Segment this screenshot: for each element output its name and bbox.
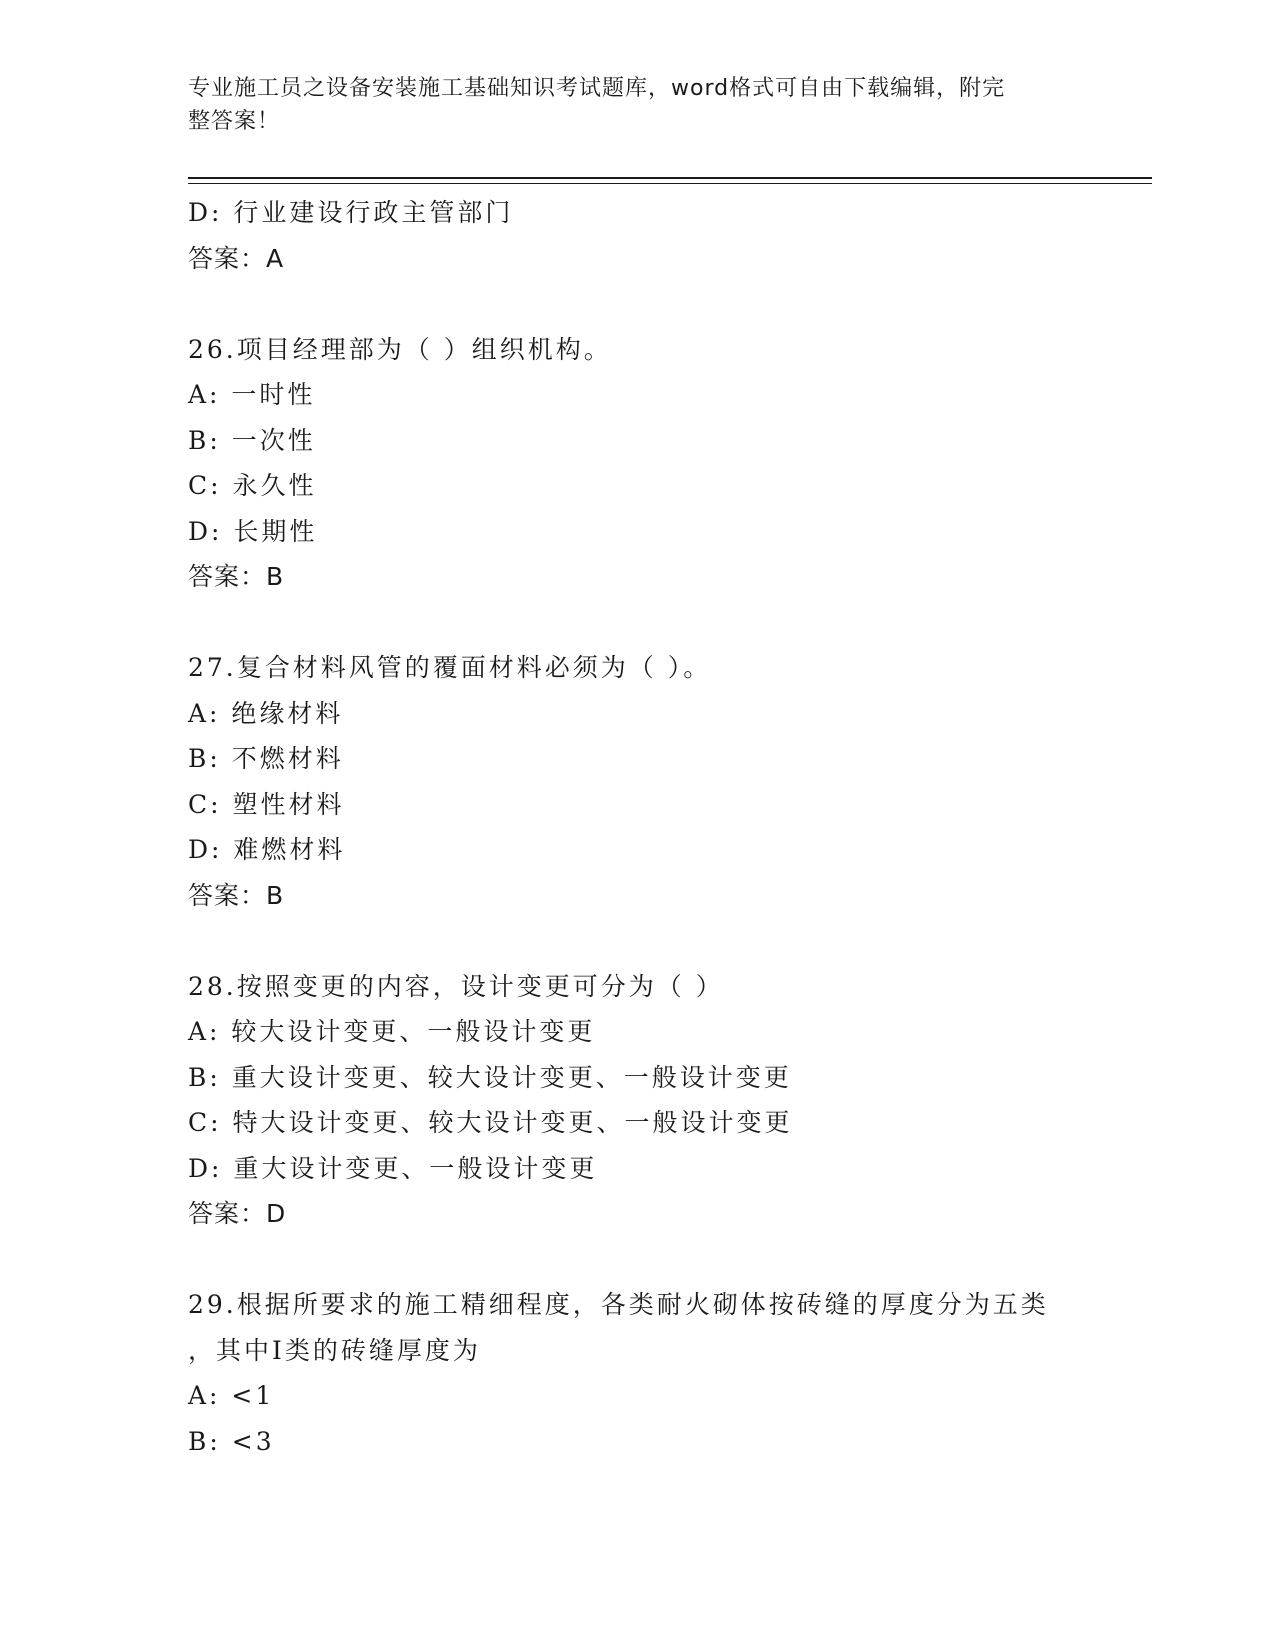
- header-divider-thin: [188, 183, 1152, 184]
- answer-line: 答案：D: [188, 1199, 287, 1228]
- spacer: [188, 600, 1088, 646]
- option-b: B: 一次性: [188, 425, 316, 455]
- option-d: D: 难燃材料: [188, 835, 346, 864]
- page-header: [188, 72, 1078, 138]
- question-stem: 26.项目经理部为（ ）组织机构。: [188, 334, 612, 364]
- previous-question-tail: [188, 190, 1088, 281]
- question-27: [188, 645, 1088, 918]
- option-d: D: 长期性: [188, 516, 318, 546]
- question-stem: 27.复合材料风管的覆面材料必须为（ ）。: [188, 653, 712, 682]
- header-line-1: 专业施工员之设备安装施工基础知识考试题库，word格式可自由下载编辑，附完: [188, 76, 1006, 101]
- option-d: D: 重大设计变更、一般设计变更: [188, 1153, 598, 1183]
- header-divider-thick: [188, 177, 1152, 179]
- answer-line: 答案：B: [188, 562, 285, 591]
- spacer: [188, 281, 1088, 327]
- question-stem-line-1: 29.根据所要求的施工精细程度，各类耐火砌体按砖缝的厚度分为五类: [188, 1290, 1049, 1319]
- option-c: C: 特大设计变更、较大设计变更、一般设计变更: [188, 1108, 793, 1137]
- question-stem: 28.按照变更的内容，设计变更可分为（ ）: [188, 971, 724, 1001]
- answer-line: 答案：A: [188, 243, 285, 273]
- option-d: D: 行业建设行政主管部门: [188, 198, 514, 227]
- option-b: B: 不燃材料: [188, 744, 344, 773]
- option-a: A: 较大设计变更、一般设计变更: [188, 1017, 596, 1046]
- spacer: [188, 918, 1088, 964]
- question-28: [188, 964, 1088, 1237]
- option-b: B: <3: [188, 1426, 275, 1456]
- question-29: [188, 1282, 1088, 1464]
- question-26: [188, 327, 1088, 600]
- option-b: B: 重大设计变更、较大设计变更、一般设计变更: [188, 1062, 792, 1092]
- option-a: A: 绝缘材料: [188, 698, 344, 728]
- spacer: [188, 1237, 1088, 1283]
- option-c: C: 永久性: [188, 471, 317, 500]
- question-list: [188, 190, 1088, 1464]
- option-a: A: 一时性: [188, 380, 316, 409]
- header-line-2: 整答案！: [188, 109, 281, 134]
- answer-line: 答案：B: [188, 880, 285, 910]
- option-c: C: 塑性材料: [188, 789, 345, 819]
- option-a: A: <1: [188, 1381, 275, 1410]
- question-stem-line-2: ，其中I类的砖缝厚度为: [188, 1335, 481, 1365]
